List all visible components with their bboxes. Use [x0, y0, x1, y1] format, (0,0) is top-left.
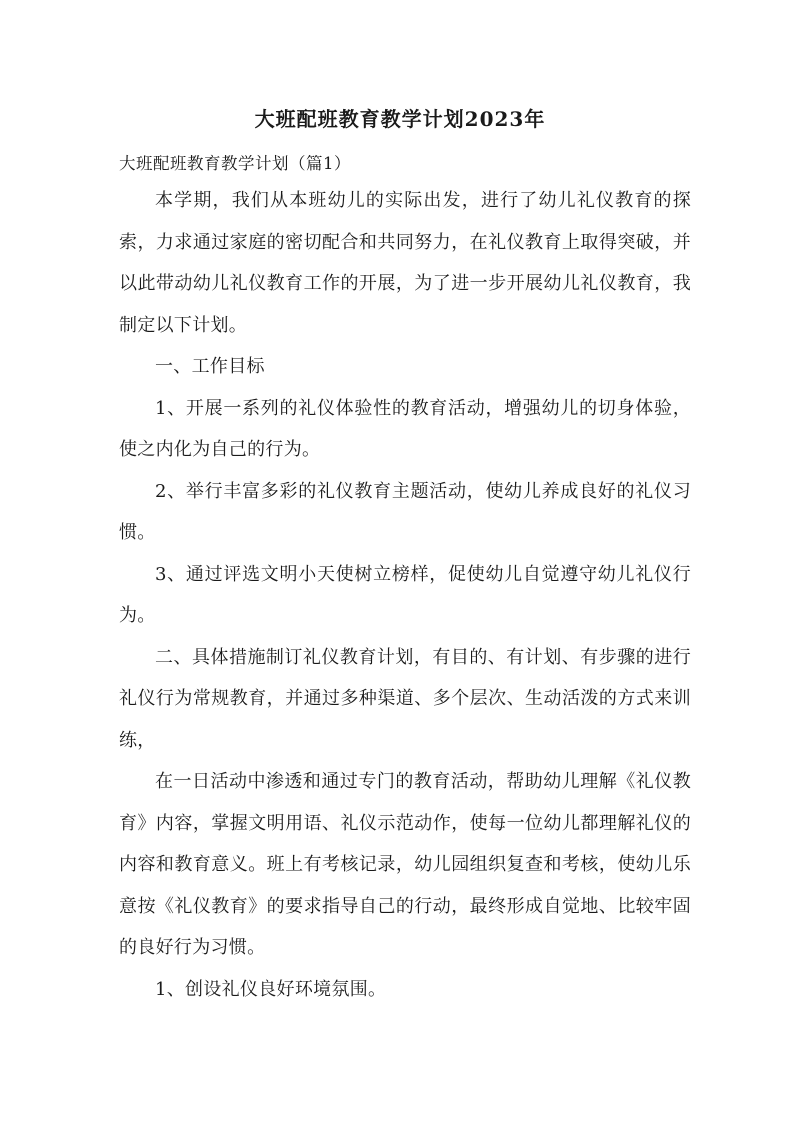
paragraph-goal-1: 1、开展一系列的礼仪体验性的教育活动，增强幼儿的切身体验，使之内化为自己的行为。	[119, 397, 691, 460]
heading-work-goals: 一、工作目标	[155, 356, 265, 377]
paragraph-measure-1: 1、创设礼仪良好环境氛围。	[155, 978, 387, 1000]
document-title: 大班配班教育教学计划2023年	[254, 107, 546, 131]
paragraph-daily-activities: 在一日活动中渗透和通过专门的教育活动，帮助幼儿理解《礼仪教育》内容，掌握文明用语、礼仪示范动作，使每一位幼儿都理解礼仪的内容和教育意义。班上有考核记录，幼儿园组织复查和考核，使幼儿乐意按《礼仪教育》的要求指导自己的行动，最终形成自觉地、比较牢固的良好行为习惯。	[119, 771, 691, 958]
paragraph-measures: 二、具体措施制订礼仪教育计划，有目的、有计划、有步骤的进行礼仪行为常规教育，并通过多种渠道、多个层次、生动活泼的方式来训练，	[119, 646, 691, 751]
paragraph-goal-2: 2、举行丰富多彩的礼仪教育主题活动，使幼儿养成良好的礼仪习惯。	[119, 480, 691, 543]
document-subtitle: 大班配班教育教学计划（篇1）	[119, 154, 351, 173]
paragraph-intro: 本学期，我们从本班幼儿的实际出发，进行了幼儿礼仪教育的探索，力求通过家庭的密切配合和共同努力，在礼仪教育上取得突破，并以此带动幼儿礼仪教育工作的开展，为了进一步开展幼儿礼仪教育，我制定以下计划。	[119, 190, 691, 336]
document-body	[119, 180, 691, 1010]
paragraph-goal-3: 3、通过评选文明小天使树立榜样，促使幼儿自觉遵守幼儿礼仪行为。	[119, 563, 691, 626]
